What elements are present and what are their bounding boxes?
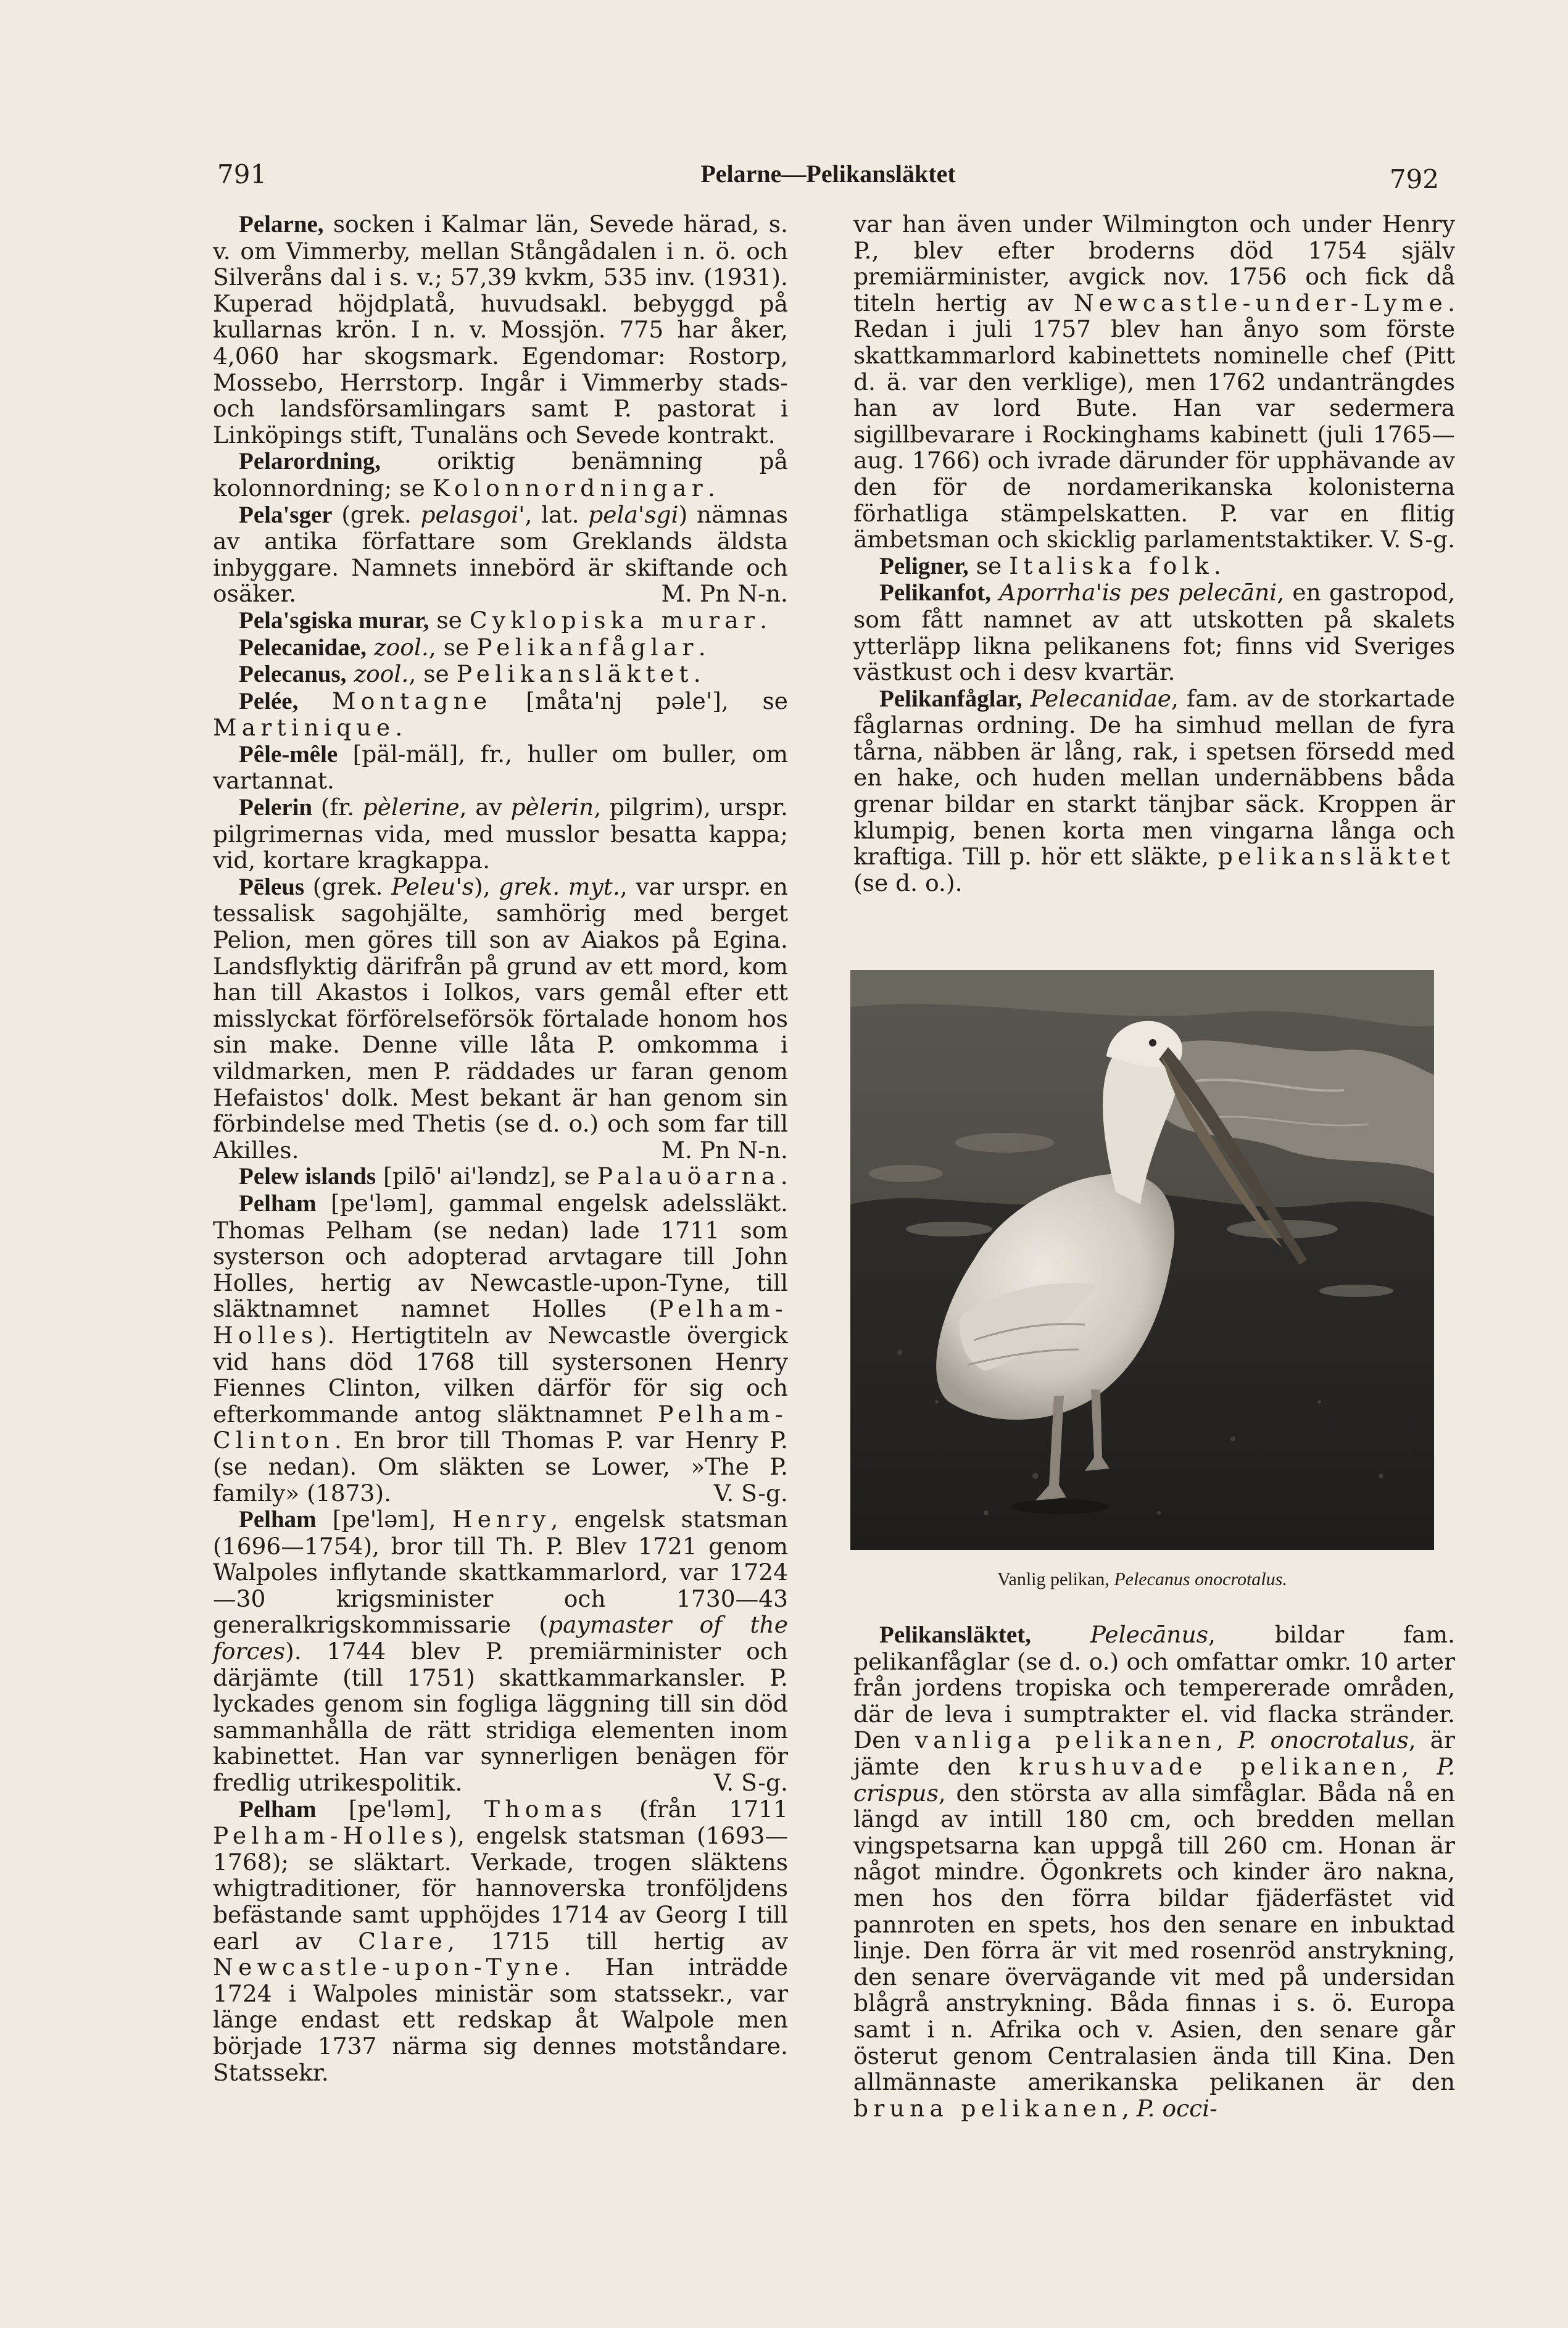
right-column-top (853, 211, 1455, 896)
entry-pelham-family: Pelham [pe'ləm], gammal engelsk adelssläkt. Thomas Pelham (se nedan) lade 1711 som systerson och adopterad arvtagare till John Holles, hertig av Newcastle-upon-Tyne, till släktnamnet namnet Holles (Pelham-Holles). Hertigtiteln av Newcastle övergick vid hans död 1768 till systersonen Henry Fiennes Clinton, vilken därför för sig och efterkommande antog släktnamnet Pelham-Clinton. En bror till Thomas P. var Henry P. (se nedan). Om släkten se Lower, »The P. family» (1873). V. S-g. (213, 1189, 788, 1507)
entry-pelasgiska-murar: Pela'sgiska murar, se Cyklopiska murar. (239, 606, 768, 634)
page-number-left: 791 (217, 159, 267, 189)
entry-pelew-islands: Pelew islands [pilō' ai'ləndz], se Palauöarna. (239, 1162, 788, 1190)
entry-pelham-henry: Pelham [pe'ləm], Henry, engelsk statsman (1696—1754), bror till Th. P. Blev 1721 genom Walpoles inflytande skattkammarlord, var 1724—30 krigsminister och 1730—43 generalkrigskommissarie (paymaster of the forces). 1744 blev P. premiärminister och därjämte (till 1751) skattkammarkansler. P. lyckades genom sin fogliga läggning till sin död sammanhålla de rätt stridiga elementen inom kabinettet. Han var synnerligen benägen för fredlig utrikespolitik. V. S-g. (213, 1506, 788, 1797)
entry-pelikanslaktet: Pelikansläktet, Pelecānus, bildar fam. pelikanfåglar (se d. o.) och omfattar omkr. 10 arter från jordens tropiska och tempererade områden, där de leva i sumptrakter el. vid flacka stränder. Den vanliga pelikanen, P. onocrotalus, är jämte den krushuvade pelikanen, P. crispus, den största av alla simfåglar. Båda nå en längd av intill 180 cm, och bredden mellan vingspetsarna kan uppgå till 260 cm. Honan är något mindre. Ögonkrets och kinder äro nakna, men hos den förra bildar fjäderfästet vid pannroten en spets, hos den senare en inbuktad linje. Den förra är vit med rosenröd anstrykning, den senare övervägande vit med på undersidan blågrå anstrykning. Båda finnas i s. ö. Europa samt i n. Afrika och v. Asien, den senare går österut genom Centralasien ända till Kina. Den allmännaste amerikanska pelikanen är den bruna pelikanen, P. occi- (853, 1621, 1455, 2122)
entry-pelecanidae: Pelecanidae, zool., se Pelikanfåglar. (239, 633, 706, 661)
entry-pelasger: Pela'sger (grek. pelasgoi', lat. pela'sgi) nämnas av antika författare som Greklands äldsta inbyggare. Namnets innebörd är skiftande och osäker. M. Pn N-n. (213, 500, 788, 608)
entry-pele-mele: Pêle-mêle [päl-mäl], fr., huller om buller, om vartannat. (213, 740, 788, 795)
entry-pelham-thomas-continued: var han även under Wilmington och under Henry P., blev efter broderns död 1754 själv premiärminister, avgick nov. 1756 och fick då titeln hertig av Newcastle-under-Lyme. Redan i juli 1757 blev han ånyo som förste skattkammarlord kabinettets nominelle chef (Pitt d. ä. var den verklige), men 1762 undanträngdes han av lord Bute. Han var sedermera sigillbevarare i Rockinghams kabinett (juli 1765—aug. 1766) och ivrade därunder för upphävande av den för de nordamerikanska kolonisterna förhatliga stämpelskatten. P. var en flitig ämbetsman och skicklig parlamentstaktiker. V. S-g. (853, 210, 1455, 553)
entry-pelarordning: Pelarordning, oriktig benämning på kolonnordning; se Kolonnordningar. (213, 447, 788, 502)
entry-peligner: Peligner, se Italiska folk. (879, 552, 1221, 579)
entry-pelarne: Pelarne, socken i Kalmar län, Sevede härad, s. v. om Vimmerby, mellan Stångådalen i n. ö. och Silveråns dal i s. v.; 57,39 kvkm, 535 inv. (1931). Kuperad höjdplatå, huvudsakl. bebyggd på kullarnas krön. I n. v. Mossjön. 775 har åker, 4,060 har skogsmark. Egendomar: Rostorp, Mossebo, Herrstorp. Ingår i Vimmerby stads- och landsförsamlingars samt P. pastorat i Linköpings stift, Tunaläns och Sevede kontrakt. (213, 210, 788, 449)
pelican-illustration (850, 970, 1434, 1550)
entry-pelerin: Pelerin (fr. pèlerine, av pèlerin, pilgrim), urspr. pilgrimernas vida, med musslor besatta kappa; vid, kortare kragkappa. (213, 793, 788, 874)
right-column-bottom (853, 1622, 1455, 2121)
entry-pelecanus: Pelecanus, zool., se Pelikansläktet. (239, 660, 701, 688)
page-number-right: 792 (1389, 164, 1439, 194)
entry-pelikanfaglar: Pelikanfåglar, Pelecanidae, fam. av de storkartade fåglarnas ordning. De ha simhud mellan de fyra tårna, näbben är lång, rak, i spetsen försedd med en hake, och huden mellan undernäbbens båda grenar bildar en starkt tänjbar säck. Kroppen är klumpig, benen korta men vingarna långa och kraftiga. Till p. hör ett släkte, pelikansläktet (se d. o.). (853, 684, 1455, 897)
entry-pelham-thomas: Pelham [pe'ləm], Thomas (från 1711 Pelham-Holles), engelsk statsman (1693—1768); se släktart. Verkade, trogen släktens whigtraditioner, för hannoverska tronföljdens befästande samt upphöjdes 1714 av Georg I till earl av Clare, 1715 till hertig av Newcastle-upon-Tyne. Han inträdde 1724 i Walpoles ministär som statssekr., var länge endast ett redskap åt Walpole men började 1737 närma sig dennes motståndare. Statssekr. (213, 1795, 788, 2086)
photo-caption: Vanlig pelikan, Pelecanus onocrotalus. (997, 1569, 1287, 1589)
pelican-photograph (850, 970, 1434, 1550)
running-title: Pelarne—Pelikansläktet (700, 160, 956, 188)
left-column (213, 211, 788, 2086)
entry-pelee: Pelée, Montagne [måta'nj pəle'], se Martinique. (213, 687, 789, 742)
entry-pelikanfot: Pelikanfot, Aporrha'is pes pelecāni, en gastropod, som fått namnet av att utskotten på skalets ytterläpp likna pelikanens fot; finns vid Sveriges västkust och i desv kvartär. (853, 579, 1456, 686)
page-header (217, 159, 1439, 196)
entry-peleus: Pēleus (grek. Peleu's), grek. myt., var urspr. en tessalisk sagohjälte, samhörig med berget Pelion, men göres till son av Aiakos på Egina. Landsflyktig därifrån på grund av ett mord, kom han till Akastos i Iolkos, vars gemål efter ett misslyckat förförelseförsök förtalade honom hos sin make. Denne ville låta P. omkomma i vildmarken, men P. räddades ur faran genom Hefaistos' dolk. Mest bekant är han genom sin förbindelse med Thetis (se d. o.) och som far till Akilles. M. Pn N-n. (213, 872, 788, 1164)
